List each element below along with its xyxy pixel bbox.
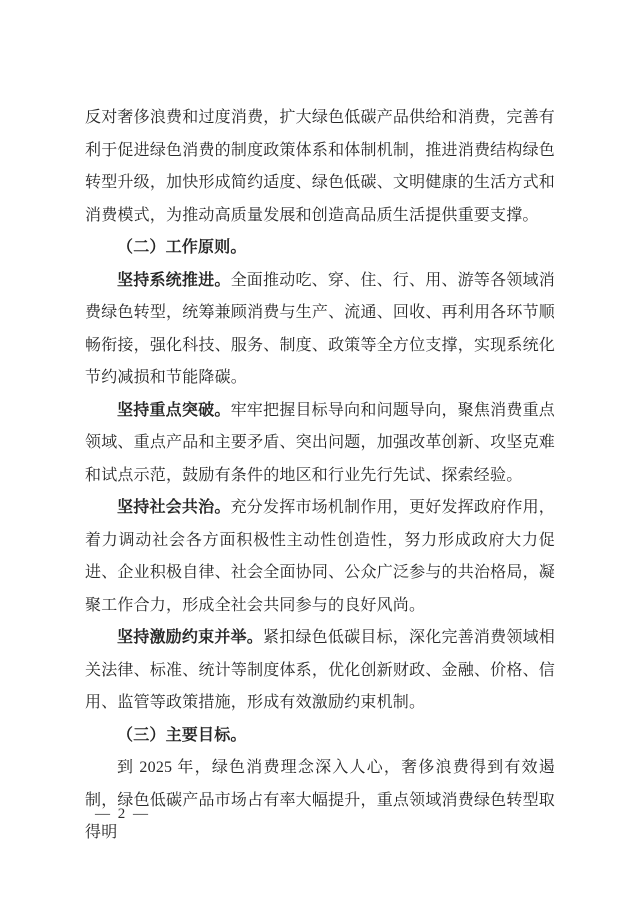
paragraph: 到 2025 年，绿色消费理念深入人心，奢侈浪费得到有效遏制，绿色低碳产品市场占有率大幅提升，重点领域消费绿色转型取得明: [85, 759, 555, 841]
document-body: [85, 102, 555, 850]
paragraph: 坚持重点突破。牢牢把握目标导向和问题导向，聚焦消费重点领域、重点产品和主要矛盾、突出问题，加强改革创新、攻坚克难和试点示范，鼓励有条件的地区和行业先行先试、探索经验。: [85, 401, 555, 484]
section-heading: （二）工作原则。: [117, 239, 247, 256]
paragraph-lead: 坚持社会共治。: [117, 499, 231, 516]
paragraph: 坚持系统推进。全面推动吃、穿、住、行、用、游等各领域消费绿色转型，统筹兼顾消费与生产、流通、回收、再利用各环节顺畅衔接，强化科技、服务、制度、政策等全方位支撑，实现系统化节约减损和节能降碳。: [85, 271, 555, 386]
paragraph: 坚持激励约束并举。紧扣绿色低碳目标，深化完善消费领域相关法律、标准、统计等制度体系，优化创新财政、金融、价格、信用、监管等政策措施，形成有效激励约束机制。: [85, 629, 555, 711]
page-number: — 2 —: [95, 806, 150, 822]
paragraph-lead: 坚持重点突破。: [117, 401, 231, 419]
paragraph-lead: 坚持系统推进。: [117, 271, 231, 289]
paragraph-lead: 坚持激励约束并举。: [117, 629, 264, 646]
paragraph: 坚持社会共治。充分发挥市场机制作用，更好发挥政府作用，着力调动社会各方面积极性主动性创造性，努力形成政府大力促进、企业积极自律、社会全面协同、公众广泛参与的共治格局，凝聚工作合力，形成全社会共同参与的良好风尚。: [85, 499, 555, 614]
section-heading: （三）主要目标。: [117, 726, 247, 744]
paragraph: 反对奢侈浪费和过度消费，扩大绿色低碳产品供给和消费，完善有利于促进绿色消费的制度政策体系和体制机制，推进消费结构绿色转型升级，加快形成简约适度、绿色低碳、文明健康的生活方式和消费模式，为推动高质量发展和创造高品质生活提供重要支撑。: [85, 109, 555, 224]
